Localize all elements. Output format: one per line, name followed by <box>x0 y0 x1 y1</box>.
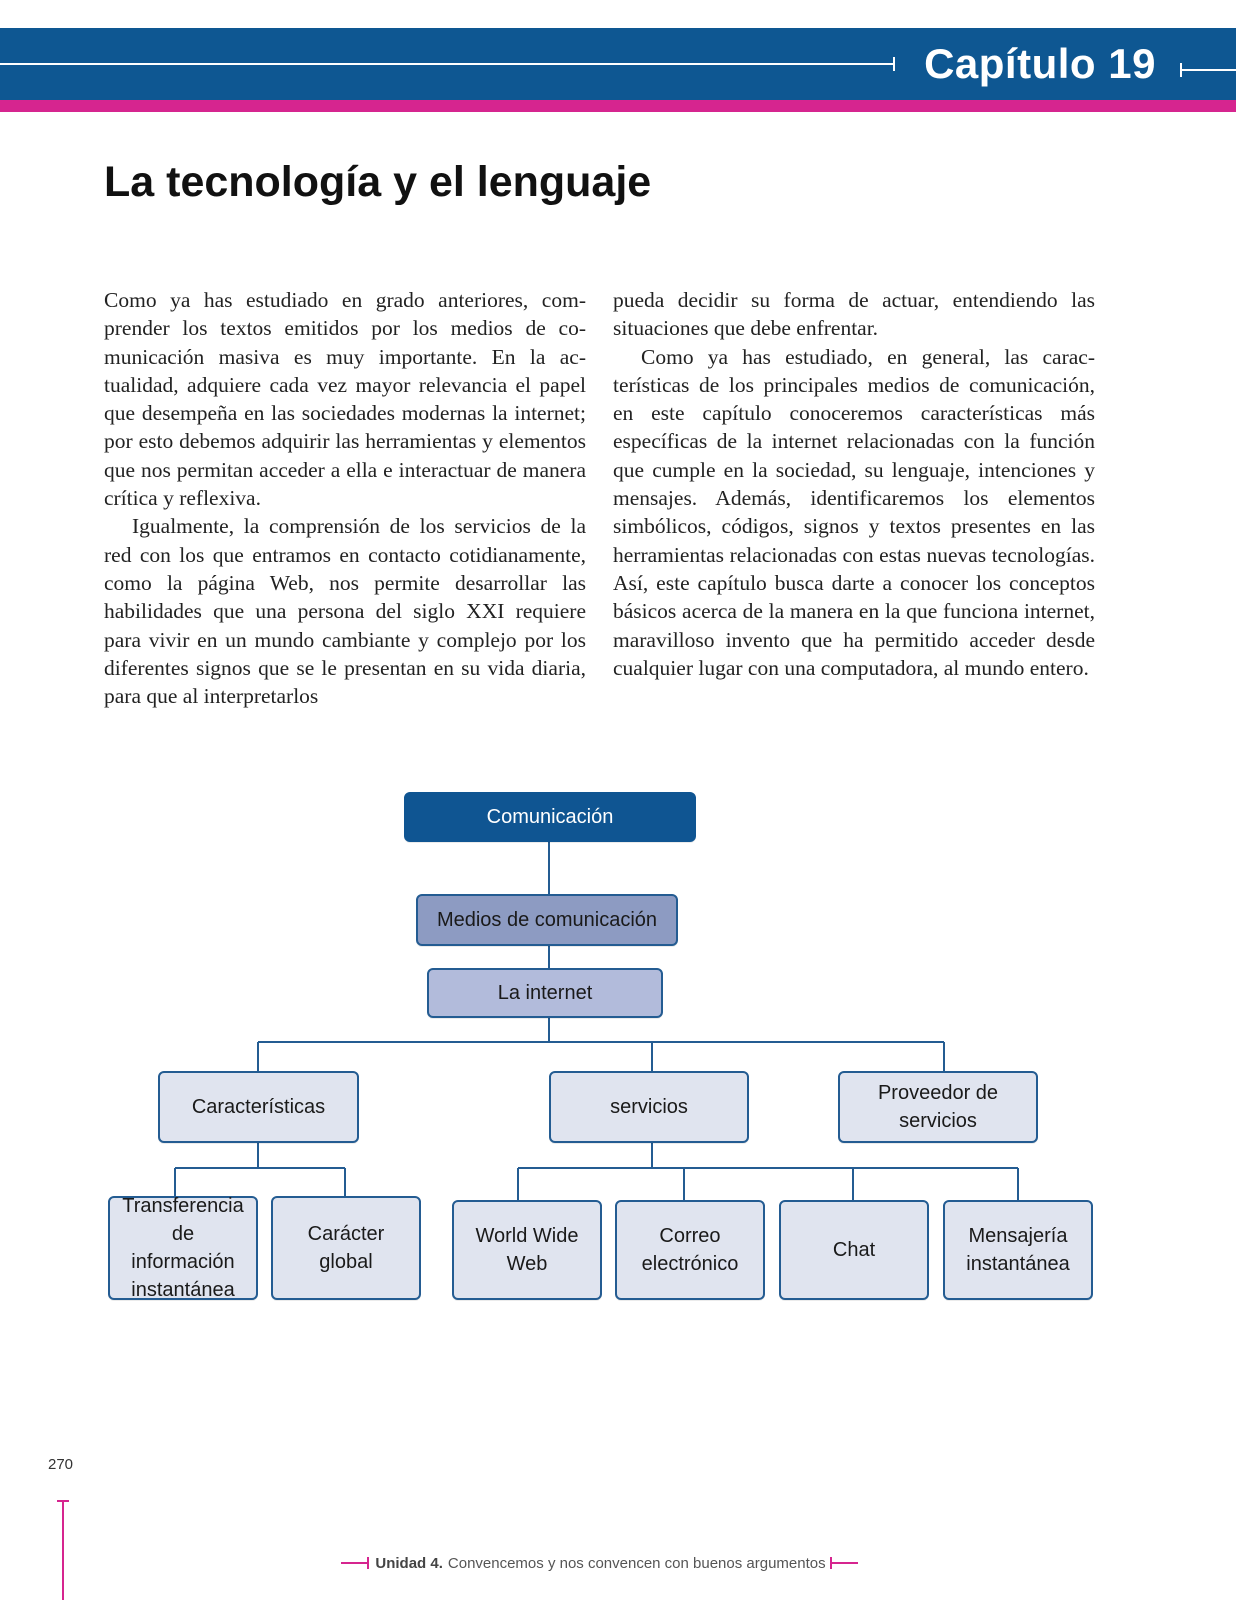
paragraph: Como ya has estudiado en grado anteriores, comprender los textos emitidos por los medios de comunicación masiva es muy importante. En la actualidad, adquiere cada vez mayor relevancia el papel que desempeña en las sociedades modernas la internet; por esto debemos adquirir las herramientas y elementos que nos permitan acceder a ella e interactuar de manera crítica y reflexiva. <box>104 288 586 511</box>
node-comunicacion: Comunicación <box>404 792 696 842</box>
footer <box>322 1552 877 1574</box>
node-world-wide-web: World Wide Web <box>452 1200 602 1300</box>
header-rule-right <box>1180 69 1236 71</box>
node-medios-de-comunicacion: Medios de comunicación <box>416 894 678 946</box>
text-column-left <box>104 286 586 710</box>
paragraph: pueda decidir su forma de actuar, entendiendo las situaciones que debe enfrentar. <box>613 288 1095 341</box>
page-number: 270 <box>48 1456 74 1473</box>
page-title: La tecnología y el lenguaje <box>104 158 652 206</box>
node-mensajeria-instantanea: Mensajería instantánea <box>943 1200 1093 1300</box>
paragraph: Igualmente, la comprensión de los servicios de la red con los que entramos en contacto cotidianamente, como la página Web, nos permite desarrollar las habilidades que una persona del siglo XXI requiere para vivir en un mundo cambiante y complejo por los diferentes signos que se le presentan en su vida diaria, para que al interpretarlos <box>104 514 586 709</box>
node-chat: Chat <box>779 1200 929 1300</box>
margin-rule <box>62 1500 64 1600</box>
node-proveedor-de-servicios: Proveedor de servicios <box>838 1071 1038 1143</box>
paragraph: Como ya has estudiado, en general, las características de los principales medios de comunicación, en este capítulo conoceremos características más específicas de la internet relacionadas con la función que cumple en la sociedad, su lenguaje, intenciones y mensajes. Además, identificaremos los elementos simbólicos, códigos, signos y textos presentes en las herramientas relacionadas con estas nuevas tecnologías. Así, este capítulo busca darte a conocer los conceptos básicos acerca de la manera en la que funciona internet, maravilloso invento que ha permitido acceder desde cualquier lugar con una computadora, al mundo entero. <box>613 344 1095 680</box>
header-rule-left-tick <box>893 57 895 71</box>
footer-rule-left <box>341 1562 369 1564</box>
header-accent-stripe <box>0 100 1236 112</box>
header-rule-left <box>0 63 895 65</box>
node-la-internet: La internet <box>427 968 663 1018</box>
node-caracter-global: Carácter global <box>271 1196 421 1300</box>
footer-rule-right <box>830 1562 858 1564</box>
node-correo-electronico: Correo electrónico <box>615 1200 765 1300</box>
chapter-title: Capítulo 19 <box>924 40 1156 87</box>
node-transferencia-de-informacion: Transferencia de información instantánea <box>108 1196 258 1300</box>
header-rule-right-tick <box>1180 63 1182 77</box>
node-caracteristicas: Características <box>158 1071 359 1143</box>
footer-unit: Unidad 4. <box>375 1554 443 1572</box>
node-servicios: servicios <box>549 1071 749 1143</box>
footer-unit-title: Convencemos y nos convencen con buenos argumentos <box>447 1554 826 1572</box>
text-column-right <box>613 286 1095 682</box>
